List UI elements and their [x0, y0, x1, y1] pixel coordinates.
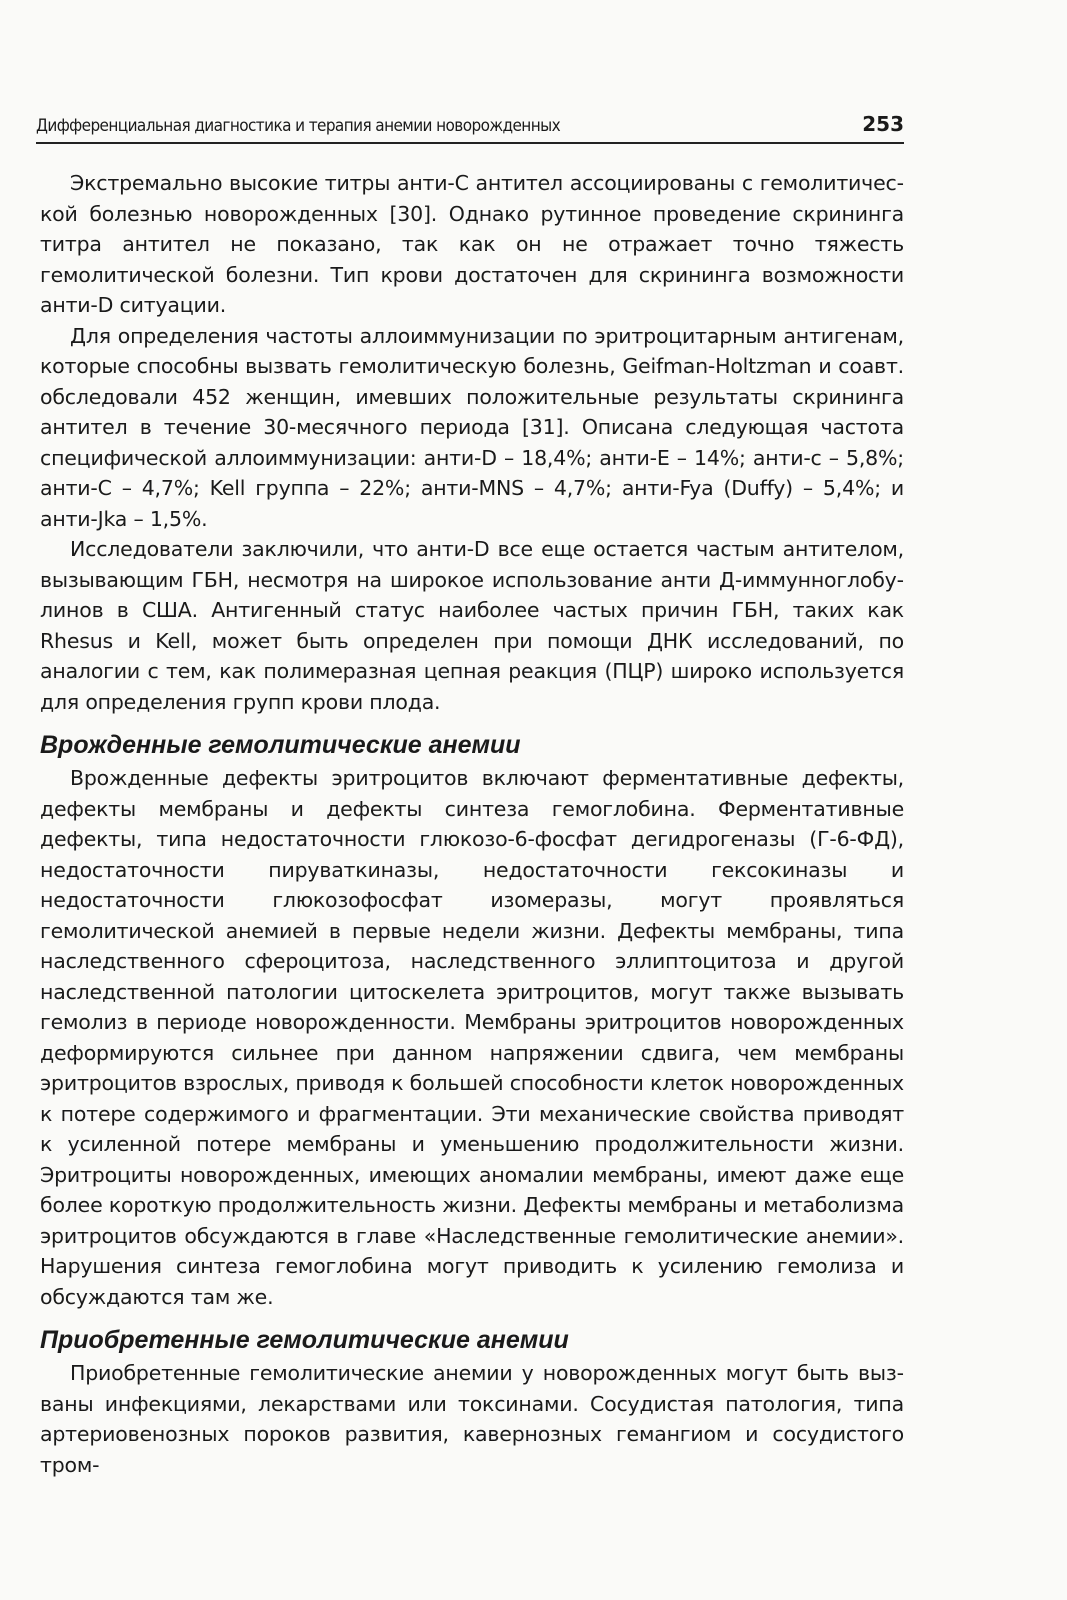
heading-acquired-hemolytic-anemias: Приобретенные гемолитические анемии: [40, 1326, 569, 1354]
paragraph-congenital-defects: Врожденные дефекты эритроцитов включают ферментативные дефекты, дефекты мембраны и дефекты синтеза гемоглобина. Ферментативные дефекты, типа недостаточности глюкозо-6-фосфат дегидрогеназы (Г-6-ФД), недостаточности пируваткиназы, недостаточности гексокиназы и недостаточности глюкозофосфат изомеразы, могут проявляться гемолитической анемией в первые недели жизни. Дефекты мембраны, типа наследственного сфероцитоза, наследственного эллиптоцитоза и другой наследственной патологии цитоскелета эритроцитов, могут также вызывать гемолиз в периоде новорожденности. Мембраны эритроцитов новорожденных деформируются сильнее при данном напряжении сдвига, чем мембраны эритроцитов взрослых, приводя к большей способности клеток новорожденных к потере содержимого и фрагментации. Эти механические свойства приводят к усиленной потере мембраны и уменьшению продолжительности жизни. Эритроциты новорожденных, имеющих аномалии мембраны, имеют даже еще более короткую продолжительность жизни. Дефекты мембраны и метаболизма эритроцитов обсуждаются в главе «Наследственные гемолитические анемии». Нарушения синтеза гемоглобина могут приводить к усилению гемолиза и обсуждаются там же.: [40, 766, 904, 1309]
running-head: [36, 112, 904, 144]
paragraph-alloimmunization-frequency: Для определения частоты аллоиммунизации по эритроцитарным антигенам, которые способны вызвать гемолитическую болезнь, Geifman-Holtzman и соавт. обследовали 452 женщин, имевших положительные результаты скрининга антител в течение 30-месячного периода [31]. Описана следующая частота специфической аллоиммунизации: анти-D – 18,4%; анти-E – 14%; анти-c – 5,8%; анти-C – 4,7%; Kell группа – 22%; анти-MNS – 4,7%; анти-Fya (Duffy) – 5,4%; и анти-Jka – 1,5%.: [40, 323, 904, 531]
paragraph-acquired-anemias: Приобретенные гемолитические анемии у новорожденных могут быть вызваны инфекциями, лекарствами или токсинами. Сосудистая патология, типа артериовенозных пороков развития, кавернозных гемангиом и сосудистого тром-: [40, 1361, 904, 1477]
paragraph-anti-d-conclusion: Исследователи заключили, что анти-D все еще остается частым антителом, вызывающим ГБН, несмотря на широкое использование анти Д-иммунноглобулинов в США. Антигенный статус наиболее частых причин ГБН, таких как Rhesus и Kell, может быть определен при помощи ДНК исследований, по аналогии с тем, как полимеразная цепная реакция (ПЦР) широко используется для определения групп крови плода.: [40, 537, 904, 714]
paragraph-anti-c-titers: Экстремально высокие титры анти-C антител ассоциированы с гемолитической болезнью новорожденных [30]. Однако рутинное проведение скрининга титра антител не показано, так как он не отражает точно тяжесть гемолитической болезни. Тип крови достаточен для скрининга возможности анти-D ситуации.: [40, 171, 904, 317]
page-body: [40, 168, 904, 1480]
page-number: 253: [862, 112, 904, 136]
running-title: Дифференциальная диагностика и терапия анемии новорожденных: [36, 116, 561, 136]
heading-congenital-hemolytic-anemias: Врожденные гемолитические анемии: [40, 731, 521, 759]
